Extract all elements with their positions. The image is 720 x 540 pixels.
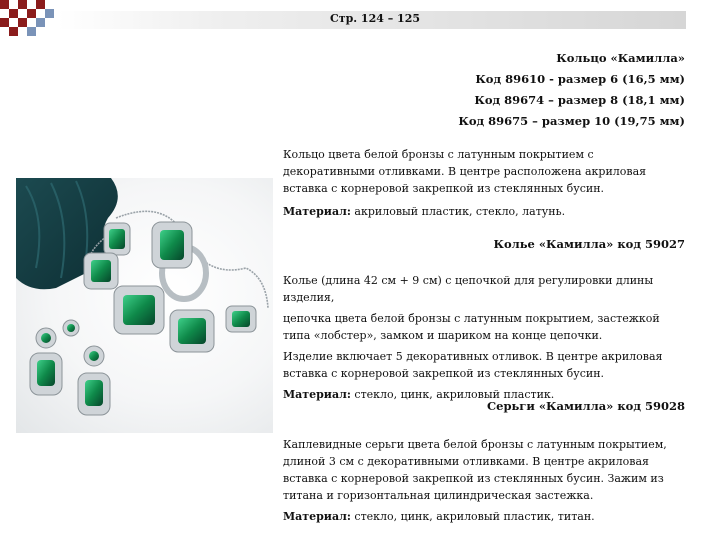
ring-material-label: Материал: <box>283 205 351 218</box>
ring-material-value: акриловый пластик, стекло, латунь. <box>350 205 566 218</box>
jewelry-photo <box>16 178 273 433</box>
earrings-material <box>283 508 685 525</box>
necklace-paragraph-1: Колье (длина 42 см + 9 см) с цепочкой для регулировки длины изделия, <box>283 274 654 304</box>
corner-decoration <box>0 0 60 40</box>
earrings-title: Серьги «Камилла» код 59028 <box>486 399 685 413</box>
necklace-paragraph-2: цепочка цвета белой бронзы с латунным покрытием, застежкой типа «лобстер», замком и шариком на конце цепочки. <box>283 312 660 342</box>
page-reference: Стр. 124 – 125 <box>330 12 421 25</box>
jewelry-illustration <box>16 178 273 433</box>
earrings-heading-block <box>283 398 685 415</box>
necklace-title: Колье «Камилла» код 59027 <box>493 237 685 251</box>
necklace-paragraph-3: Изделие включает 5 декоративных отливок. В центре акриловая вставка с корнеровой закрепкой из стеклянных бусин. <box>283 350 663 380</box>
earrings-illustration <box>30 320 110 415</box>
earrings-material-label: Материал: <box>283 510 351 523</box>
necklace-heading-block <box>283 236 685 253</box>
necklace-material-value: стекло, цинк, акриловый пластик. <box>350 388 555 401</box>
ring-description-block <box>283 146 685 220</box>
earrings-description: Каплевидные серьги цвета белой бронзы с латунным покрытием, длиной 3 см с декоративными отливками. В центре акриловая вставка с корнеровой закрепкой из стеклянных бусин. Зажим из титана и горизонтальная цилиндрическая застежка. <box>283 438 667 502</box>
ring-code-1: Код 89610 - размер 6 (16,5 мм) <box>475 72 685 86</box>
ring-code-2: Код 89674 – размер 8 (18,1 мм) <box>474 93 685 107</box>
earrings-material-value: стекло, цинк, акриловый пластик, титан. <box>350 510 595 523</box>
ring-code-3: Код 89675 – размер 10 (19,75 мм) <box>458 114 685 128</box>
ring-material <box>283 203 685 220</box>
necklace-material-label: Материал: <box>283 388 351 401</box>
necklace-description-block <box>283 272 685 403</box>
ring-heading-block <box>283 50 685 130</box>
ring-description: Кольцо цвета белой бронзы с латунным покрытием с декоративными отливками. В центре расположена акриловая вставка с корнеровой закрепкой из стеклянных бусин. <box>283 148 647 195</box>
ring-title: Кольцо «Камилла» <box>556 51 685 65</box>
earrings-description-block <box>283 436 685 525</box>
